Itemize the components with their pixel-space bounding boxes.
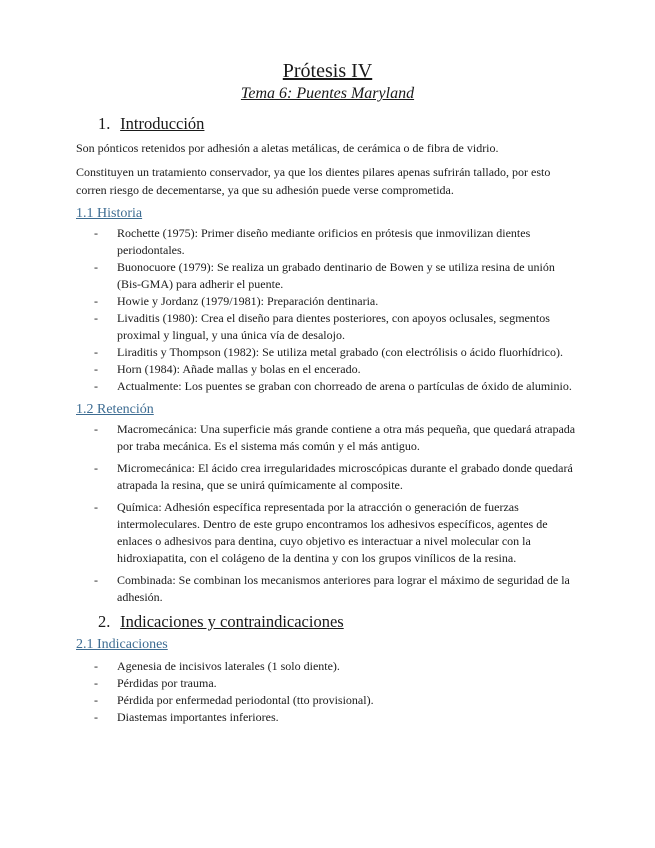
list-item-text: Química: Adhesión específica representada por la atracción o generación de fuerzas intermoleculares. Dentro de este grupo encontramos los adhesivos específicos, agentes de enlaces o adhesivos para dentina, cuyo objetivo es interactuar a nivel molecular con la hidroxiapatita, con el colágeno de la dentina y con los grupos vinílicos de la resina. — [117, 500, 548, 565]
section-number: 2. — [98, 612, 111, 631]
dash-bullet: - — [94, 294, 98, 308]
dash-bullet: - — [94, 693, 98, 707]
section-title: Introducción — [120, 114, 205, 133]
dash-bullet: - — [94, 659, 98, 673]
list-item — [76, 225, 579, 259]
section-title: Indicaciones y contraindicaciones — [120, 612, 344, 631]
list-item — [76, 310, 579, 344]
list-indicaciones — [76, 658, 579, 726]
list-retencion — [76, 421, 579, 606]
list-item-text: Macromecánica: Una superficie más grande contiene a otra más pequeña, que quedará atrapada por traba mecánica. Es el sistema más común y el más antiguo. — [117, 422, 576, 453]
paragraph: Constituyen un tratamiento conservador, ya que los dientes pilares apenas sufrirán tallado, por esto corren riesgo de decementarse, ya que su adhesión puede verse comprometida. — [76, 165, 551, 197]
dash-bullet: - — [94, 260, 98, 274]
list-item — [76, 709, 579, 726]
subsection-heading-retencion: 1.2 Retención — [76, 402, 154, 417]
list-item-text: Pérdidas por trauma. — [117, 676, 217, 690]
list-item-text: Micromecánica: El ácido crea irregularidades microscópicas durante el grabado donde quedará atrapada la resina, que se unirá químicamente al composite. — [117, 461, 573, 492]
list-item — [76, 259, 579, 293]
list-item-text: Buonocuore (1979): Se realiza un grabado dentinario de Bowen y se utiliza resina de unión (Bis-GMA) para adherir el puente. — [117, 260, 555, 291]
list-historia — [76, 225, 579, 395]
document-title: Prótesis IV — [282, 60, 373, 82]
list-item — [76, 361, 579, 378]
dash-bullet: - — [94, 311, 98, 325]
list-item — [76, 344, 579, 361]
list-item-text: Horn (1984): Añade mallas y bolas en el encerado. — [117, 362, 361, 376]
section-number: 1. — [98, 114, 111, 133]
dash-bullet: - — [94, 710, 98, 724]
list-item-text: Diastemas importantes inferiores. — [117, 710, 279, 724]
dash-bullet: - — [94, 379, 98, 393]
list-item — [76, 692, 579, 709]
section-heading-introduccion — [76, 113, 579, 135]
section-heading-indicaciones — [76, 611, 579, 633]
dash-bullet: - — [94, 422, 98, 436]
list-item — [76, 499, 579, 567]
dash-bullet: - — [94, 226, 98, 240]
list-item-text: Howie y Jordanz (1979/1981): Preparación dentinaria. — [117, 294, 379, 308]
list-item-text: Agenesia de incisivos laterales (1 solo diente). — [117, 659, 340, 673]
list-item-text: Pérdida por enfermedad periodontal (tto provisional). — [117, 693, 374, 707]
list-item-text: Liraditis y Thompson (1982): Se utiliza metal grabado (con electrólisis o ácido fluorhídrico). — [117, 345, 563, 359]
list-item — [76, 460, 579, 494]
list-item-text: Livaditis (1980): Crea el diseño para dientes posteriores, con apoyos oclusales, segmentos proximal y lingual, y una única vía de desalojo. — [117, 311, 550, 342]
dash-bullet: - — [94, 362, 98, 376]
list-item — [76, 572, 579, 606]
dash-bullet: - — [94, 500, 98, 514]
list-item — [76, 293, 579, 310]
dash-bullet: - — [94, 676, 98, 690]
subsection-heading-historia: 1.1 Historia — [76, 206, 143, 221]
list-item-text: Combinada: Se combinan los mecanismos anteriores para lograr el máximo de seguridad de la adhesión. — [117, 573, 570, 604]
paragraph: Son pónticos retenidos por adhesión a aletas metálicas, de cerámica o de fibra de vidrio. — [76, 141, 499, 155]
list-item-text: Actualmente: Los puentes se graban con chorreado de arena o partículas de óxido de aluminio. — [117, 379, 572, 393]
dash-bullet: - — [94, 345, 98, 359]
dash-bullet: - — [94, 573, 98, 587]
list-item — [76, 421, 579, 455]
list-item — [76, 378, 579, 395]
subsection-heading-indicaciones: 2.1 Indicaciones — [76, 637, 168, 652]
list-item-text: Rochette (1975): Primer diseño mediante orificios en prótesis que inmovilizan dientes periodontales. — [117, 226, 531, 257]
document-subtitle: Tema 6: Puentes Maryland — [240, 85, 415, 102]
list-item — [76, 675, 579, 692]
list-item — [76, 658, 579, 675]
dash-bullet: - — [94, 461, 98, 475]
